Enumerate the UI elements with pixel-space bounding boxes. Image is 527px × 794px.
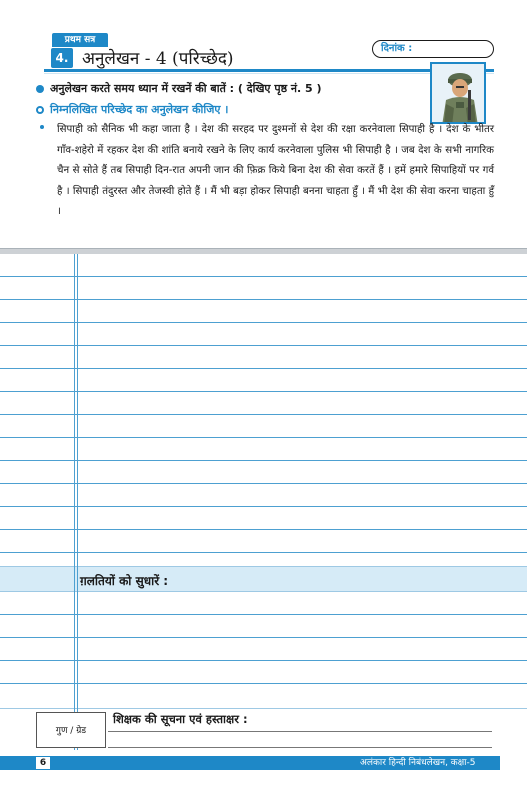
writing-line xyxy=(0,506,527,507)
margin-line-inner xyxy=(77,254,78,750)
writing-line xyxy=(0,391,527,392)
writing-line xyxy=(0,276,527,277)
term-tab: प्रथम सत्र xyxy=(52,33,108,47)
exercise-title: अनुलेखन - 4 (परिच्छेद) xyxy=(82,49,234,69)
page-number: 6 xyxy=(36,757,50,769)
remember-instruction xyxy=(36,81,322,96)
writing-line xyxy=(0,368,527,369)
task-instruction xyxy=(36,102,228,117)
correction-line xyxy=(0,660,527,661)
header-rule-thin xyxy=(44,73,494,74)
writing-line xyxy=(0,299,527,300)
writing-area[interactable] xyxy=(0,248,527,566)
soldier-icon xyxy=(432,64,486,124)
correction-line xyxy=(0,637,527,638)
writing-line xyxy=(0,322,527,323)
passage-text: सिपाही को सैनिक भी कहा जाता है । देश की सरहद पर दुश्मनों से देश की रक्षा करनेवाला सिपाही है । देश के भीतर गाँव-शहेरो में रहकर देश की शांति बनाये रखने के लिए कार्य करनेवाला पुलिस भी सिपाही है । जब देश के सभी नागरिक चैन से सोते हैं तब सिपाही दिन-रात अपनी जान की फ़िक्र किये बिना देश की सेवा करतें हैं । हमें हमारे सिपाहियों पर गर्व है । सिपाही तंदुरस्त और तेजस्वी होते हैं । मैं भी बड़ा होकर सिपाही बनना चाहता हुँ । मैं भी देश की सेवा करना चाहता हुँ । xyxy=(57,124,494,217)
writing-area-top-strip xyxy=(0,248,527,254)
corrections-label: ग़लतियों को सुधारें : xyxy=(80,574,169,588)
writing-line xyxy=(0,437,527,438)
date-field[interactable]: दिनांक : xyxy=(372,40,494,58)
header-rule xyxy=(44,69,494,72)
teacher-remarks-label: शिक्षक की सूचना एवं हस्ताक्षर : xyxy=(113,712,248,726)
bullet-ring-icon xyxy=(36,106,44,114)
correction-line xyxy=(0,683,527,684)
correction-line xyxy=(0,614,527,615)
remember-text: अनुलेखन करते समय ध्यान में रखनें की बातें : ( देखिए पृष्ठ नं. 5 ) xyxy=(50,82,322,95)
margin-line xyxy=(74,254,75,750)
writing-line xyxy=(0,345,527,346)
writing-line xyxy=(0,529,527,530)
footer-rule xyxy=(0,708,527,709)
grade-box[interactable]: गुण / ग्रेड xyxy=(36,712,106,748)
task-text: निम्नलिखित परिच्छेद का अनुलेखन कीजिए । xyxy=(50,103,229,116)
book-title: अलंकार हिन्दी निबंधलेखन, कक्षा-5 xyxy=(360,758,476,768)
soldier-illustration xyxy=(430,62,486,124)
bullet-dot-icon xyxy=(36,85,44,93)
writing-line xyxy=(0,414,527,415)
signature-line[interactable] xyxy=(108,747,492,748)
exercise-number: 4. xyxy=(51,48,73,68)
signature-line[interactable] xyxy=(108,731,492,732)
writing-line xyxy=(0,483,527,484)
writing-line xyxy=(0,552,527,553)
passage-bullet-icon xyxy=(40,125,44,129)
writing-line xyxy=(0,460,527,461)
